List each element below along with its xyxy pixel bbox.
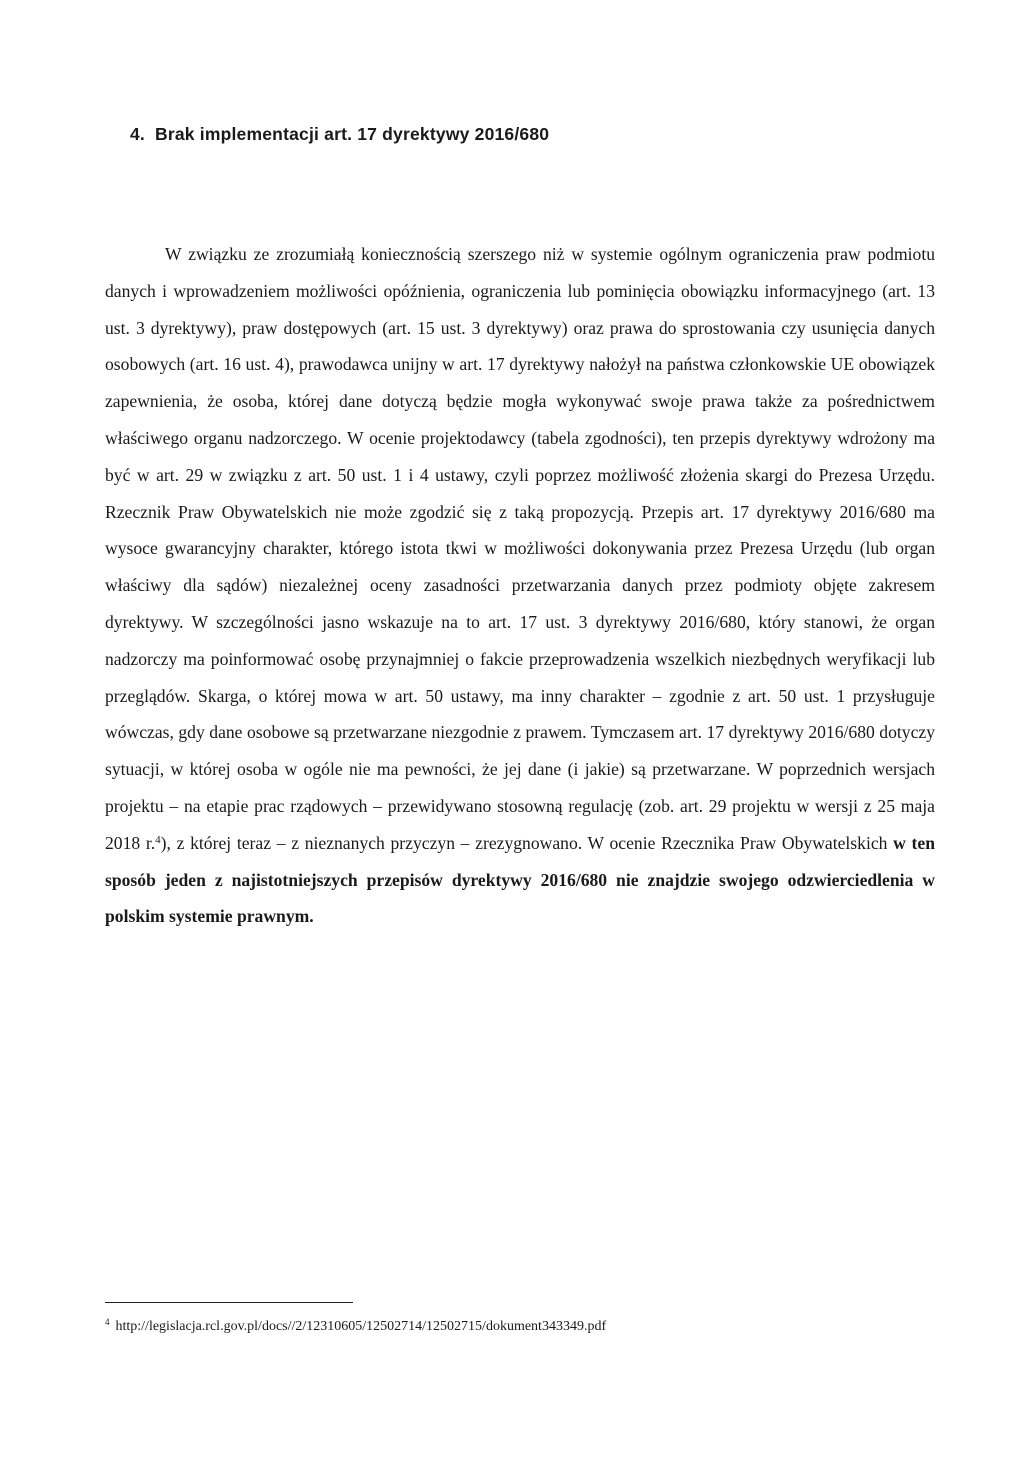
paragraph-text-part2: ), z której teraz – z nieznanych przyczyn – zrezygnowano. W ocenie Rzecznika Praw Obywatelskich [160, 832, 894, 853]
footnote-url[interactable]: http://legislacja.rcl.gov.pl/docs//2/12310605/12502714/12502715/dokument343349.pdf [115, 1319, 607, 1334]
footnote-reference[interactable]: 4 [155, 833, 161, 846]
section-title: Brak implementacji art. 17 dyrektywy 2016/680 [155, 124, 550, 144]
section-number: 4. [130, 124, 145, 144]
footnote-marker: 4 [105, 1317, 110, 1327]
section-heading [130, 124, 549, 145]
footnote [105, 1318, 606, 1336]
bold-conclusion: w ten sposób jeden z najistotniejszych przepisów dyrektywy 2016/680 nie znajdzie swojego odzwierciedlenia w polskim systemie prawnym. [105, 832, 935, 927]
paragraph-text-part1: W związku ze zrozumiałą koniecznością szerszego niż w systemie ogólnym ograniczenia praw podmiotu danych i wprowadzeniem możliwości opóźnienia, ograniczenia lub pominięcia obowiązku informacyjnego (art. 13 ust. 3 dyrektywy), praw dostępowych (art. 15 ust. 3 dyrektywy) oraz prawa do sprostowania czy usunięcia danych osobowych (art. 16 ust. 4), prawodawca unijny w art. 17 dyrektywy nałożył na państwa członkowskie UE obowiązek zapewnienia, że osoba, której dane dotyczą będzie mogła wykonywać swoje prawa także za pośrednictwem właściwego organu nadzorczego. W ocenie projektodawcy (tabela zgodności), ten przepis dyrektywy wdrożony ma być w art. 29 w związku z art. 50 ust. 1 i 4 ustawy, czyli poprzez możliwość złożenia skargi do Prezesa Urzędu. Rzecznik Praw Obywatelskich nie może zgodzić się z taką propozycją. Przepis art. 17 dyrektywy 2016/680 ma wysoce gwarancyjny charakter, którego istota tkwi w możliwości dokonywania przez Prezesa Urzędu (lub organ właściwy dla sądów) niezależnej oceny zasadności przetwarzania danych przez podmioty objęte zakresem dyrektywy. W szczególności jasno wskazuje na to art. 17 ust. 3 dyrektywy 2016/680, który stanowi, że organ nadzorczy ma poinformować osobę przynajmniej o fakcie przeprowadzenia wszelkich niezbędnych weryfikacji lub przeglądów. Skarga, o której mowa w art. 50 ustawy, ma inny charakter – zgodnie z art. 50 ust. 1 przysługuje wówczas, gdy dane osobowe są przetwarzane niezgodnie z prawem. Tymczasem art. 17 dyrektywy 2016/680 dotyczy sytuacji, w której osoba w ogóle nie ma pewności, że jej dane (i jakie) są przetwarzane. W poprzednich wersjach projektu – na etapie prac rządowych – przewidywano stosowną regulację (zob. art. 29 projektu w wersji z 25 maja 2018 r. [105, 244, 935, 853]
body-paragraph [105, 236, 935, 935]
footnote-separator [105, 1302, 353, 1303]
